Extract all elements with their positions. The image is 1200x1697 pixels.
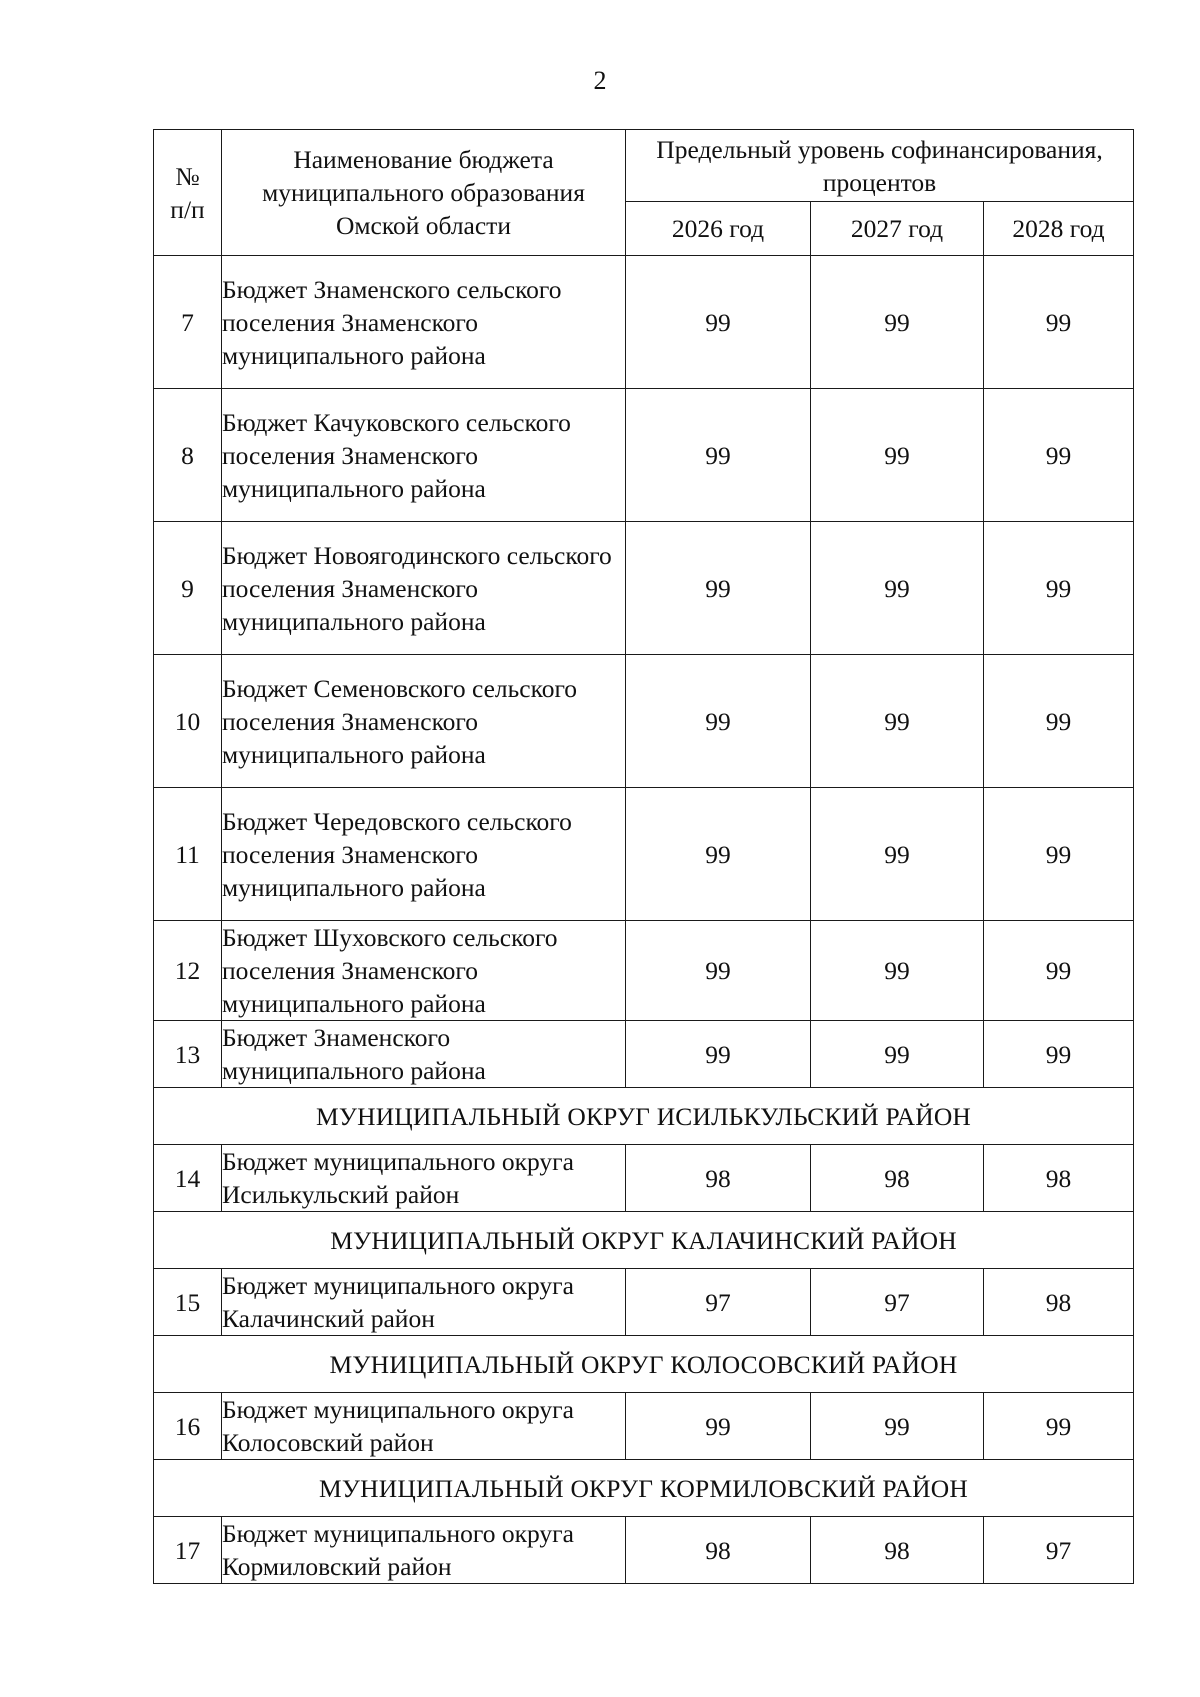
section-header-row bbox=[154, 1212, 1134, 1269]
row-name: Бюджет муниципального округа Калачинский район bbox=[222, 1269, 626, 1336]
row-value-2028: 99 bbox=[984, 921, 1134, 1021]
row-num: 9 bbox=[154, 522, 222, 655]
table-row bbox=[154, 788, 1134, 921]
row-value-2027: 99 bbox=[811, 389, 984, 522]
row-name: Бюджет Знаменского муниципального района bbox=[222, 1021, 626, 1088]
section-title: МУНИЦИПАЛЬНЫЙ ОКРУГ КОРМИЛОВСКИЙ РАЙОН bbox=[154, 1460, 1134, 1517]
row-value-2026: 99 bbox=[626, 1393, 811, 1460]
section-title: МУНИЦИПАЛЬНЫЙ ОКРУГ ИСИЛЬКУЛЬСКИЙ РАЙОН bbox=[154, 1088, 1134, 1145]
row-num: 16 bbox=[154, 1393, 222, 1460]
row-num: 14 bbox=[154, 1145, 222, 1212]
table-row bbox=[154, 522, 1134, 655]
header-year-2026: 2026 год bbox=[626, 202, 811, 256]
row-value-2027: 99 bbox=[811, 522, 984, 655]
row-value-2027: 99 bbox=[811, 1021, 984, 1088]
row-value-2027: 99 bbox=[811, 921, 984, 1021]
row-value-2027: 98 bbox=[811, 1517, 984, 1584]
row-name: Бюджет Качуковского сельского поселения Знаменского муниципального района bbox=[222, 389, 626, 522]
row-name: Бюджет Чередовского сельского поселения Знаменского муниципального района bbox=[222, 788, 626, 921]
table-row bbox=[154, 1393, 1134, 1460]
row-num: 11 bbox=[154, 788, 222, 921]
section-title: МУНИЦИПАЛЬНЫЙ ОКРУГ КАЛАЧИНСКИЙ РАЙОН bbox=[154, 1212, 1134, 1269]
table-row bbox=[154, 1021, 1134, 1088]
row-name: Бюджет Шуховского сельского поселения Знаменского муниципального района bbox=[222, 921, 626, 1021]
row-value-2027: 99 bbox=[811, 256, 984, 389]
row-value-2028: 98 bbox=[984, 1269, 1134, 1336]
header-year-2028: 2028 год bbox=[984, 202, 1134, 256]
row-value-2027: 97 bbox=[811, 1269, 984, 1336]
row-value-2026: 99 bbox=[626, 1021, 811, 1088]
table-row bbox=[154, 1269, 1134, 1336]
row-name: Бюджет муниципального округа Колосовский район bbox=[222, 1393, 626, 1460]
table-header bbox=[154, 130, 1134, 256]
row-value-2026: 97 bbox=[626, 1269, 811, 1336]
section-header-row bbox=[154, 1088, 1134, 1145]
row-value-2028: 99 bbox=[984, 522, 1134, 655]
row-value-2028: 97 bbox=[984, 1517, 1134, 1584]
row-value-2027: 99 bbox=[811, 655, 984, 788]
row-name: Бюджет Новоягодинского сельского поселения Знаменского муниципального района bbox=[222, 522, 626, 655]
row-value-2026: 99 bbox=[626, 256, 811, 389]
row-value-2026: 98 bbox=[626, 1145, 811, 1212]
row-num: 10 bbox=[154, 655, 222, 788]
row-num: 12 bbox=[154, 921, 222, 1021]
header-num-line2: п/п bbox=[170, 194, 205, 224]
row-value-2028: 99 bbox=[984, 788, 1134, 921]
table-row bbox=[154, 256, 1134, 389]
row-value-2026: 99 bbox=[626, 788, 811, 921]
header-level: Предельный уровень софинансирования, процентов bbox=[626, 130, 1134, 202]
row-value-2028: 99 bbox=[984, 655, 1134, 788]
row-value-2026: 99 bbox=[626, 522, 811, 655]
section-header-row bbox=[154, 1460, 1134, 1517]
row-value-2026: 99 bbox=[626, 389, 811, 522]
row-num: 13 bbox=[154, 1021, 222, 1088]
row-value-2028: 99 bbox=[984, 256, 1134, 389]
table-row bbox=[154, 389, 1134, 522]
table-row bbox=[154, 655, 1134, 788]
table-row bbox=[154, 1145, 1134, 1212]
section-title: МУНИЦИПАЛЬНЫЙ ОКРУГ КОЛОСОВСКИЙ РАЙОН bbox=[154, 1336, 1134, 1393]
cofinancing-table bbox=[153, 129, 1134, 1584]
table-body bbox=[154, 256, 1134, 1584]
row-num: 17 bbox=[154, 1517, 222, 1584]
row-value-2026: 99 bbox=[626, 655, 811, 788]
header-year-2027: 2027 год bbox=[811, 202, 984, 256]
row-name: Бюджет Знаменского сельского поселения Знаменского муниципального района bbox=[222, 256, 626, 389]
row-value-2028: 99 bbox=[984, 1393, 1134, 1460]
row-value-2027: 99 bbox=[811, 1393, 984, 1460]
row-value-2028: 99 bbox=[984, 389, 1134, 522]
header-num-line1: № bbox=[175, 161, 200, 191]
row-name: Бюджет Семеновского сельского поселения Знаменского муниципального района bbox=[222, 655, 626, 788]
row-value-2027: 98 bbox=[811, 1145, 984, 1212]
row-value-2028: 99 bbox=[984, 1021, 1134, 1088]
header-name: Наименование бюджета муниципального образования Омской области bbox=[222, 130, 626, 256]
row-value-2028: 98 bbox=[984, 1145, 1134, 1212]
row-num: 15 bbox=[154, 1269, 222, 1336]
row-name: Бюджет муниципального округа Исилькульский район bbox=[222, 1145, 626, 1212]
row-value-2026: 99 bbox=[626, 921, 811, 1021]
row-num: 8 bbox=[154, 389, 222, 522]
header-num bbox=[154, 130, 222, 256]
page-number: 2 bbox=[593, 66, 607, 95]
section-header-row bbox=[154, 1336, 1134, 1393]
table-row bbox=[154, 1517, 1134, 1584]
row-value-2027: 99 bbox=[811, 788, 984, 921]
table-row bbox=[154, 921, 1134, 1021]
row-name: Бюджет муниципального округа Кормиловский район bbox=[222, 1517, 626, 1584]
row-num: 7 bbox=[154, 256, 222, 389]
row-value-2026: 98 bbox=[626, 1517, 811, 1584]
